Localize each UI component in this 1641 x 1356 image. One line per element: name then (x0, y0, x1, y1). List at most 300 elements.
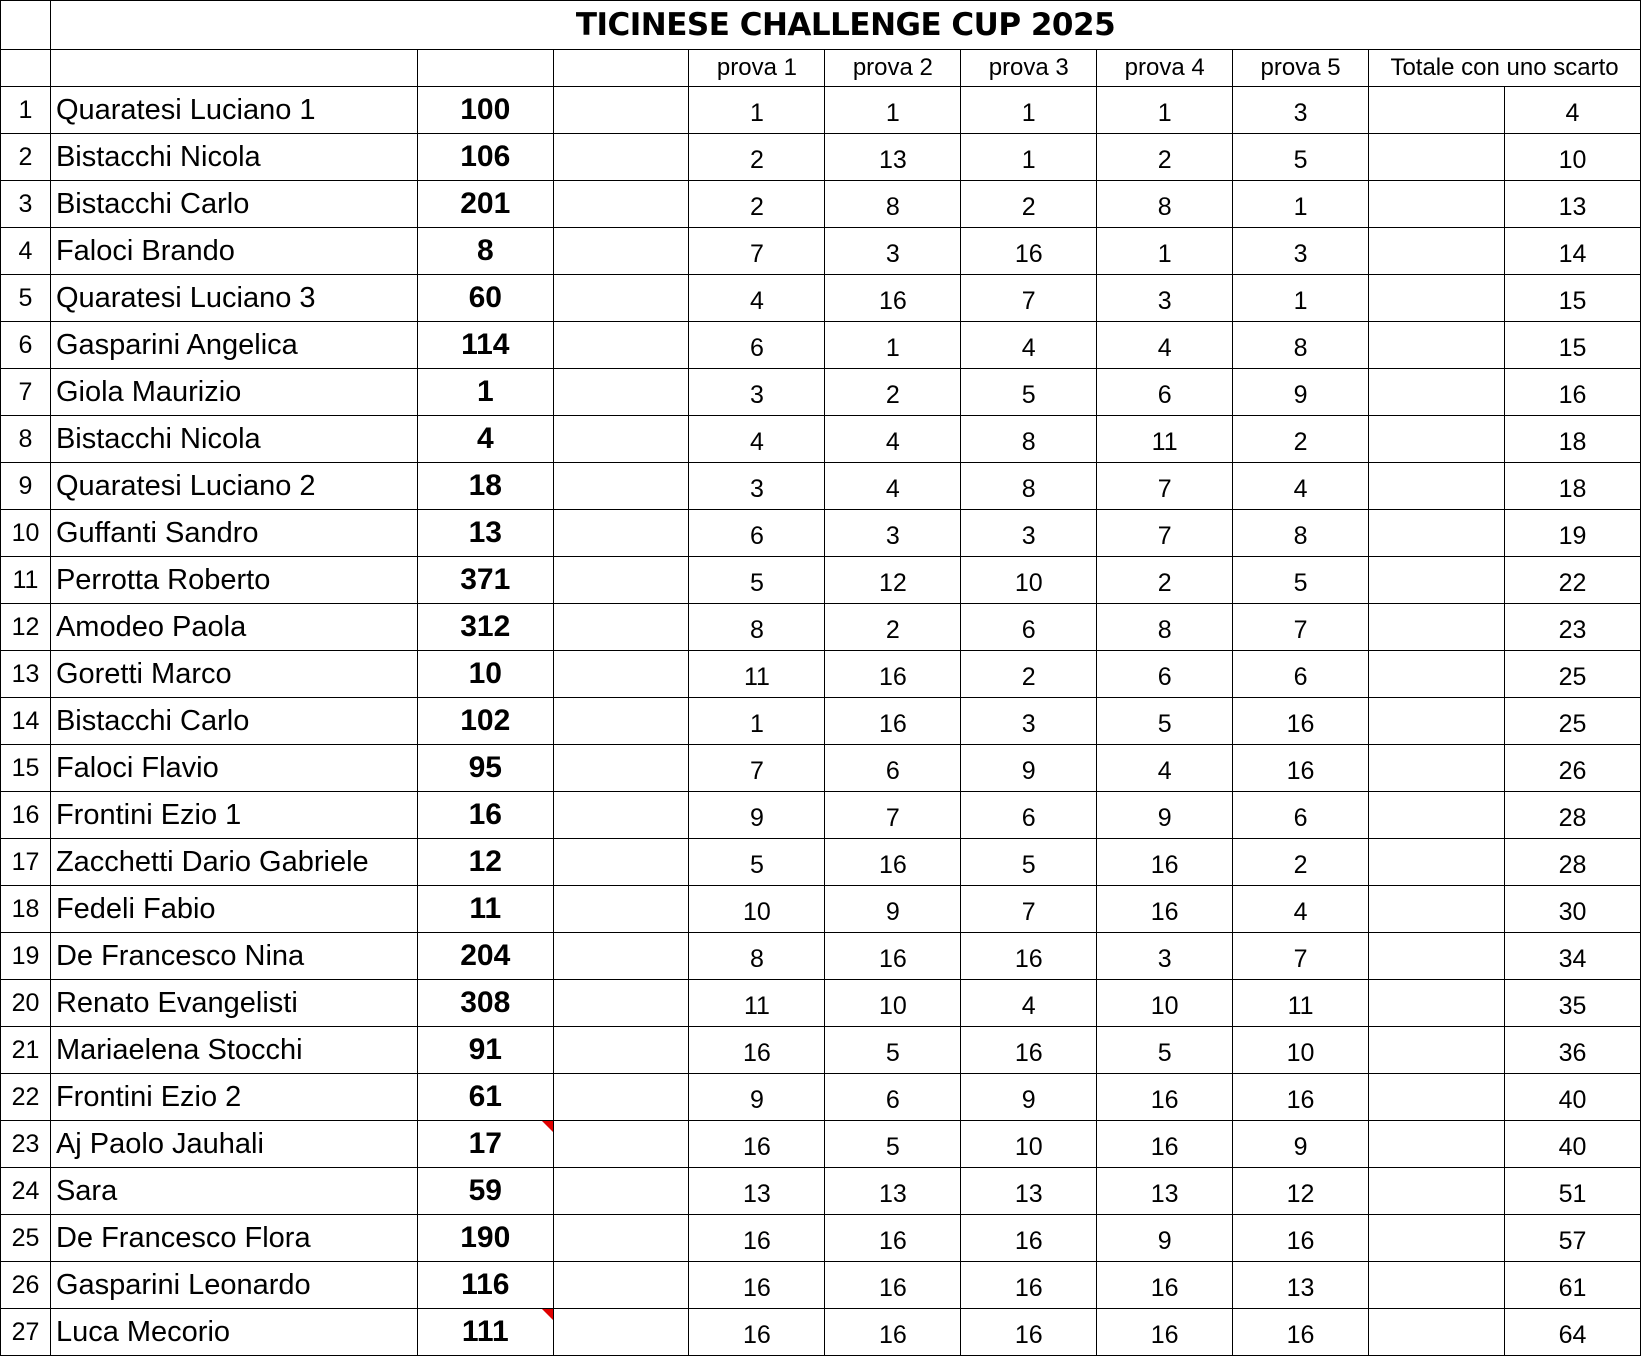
total-cell[interactable]: 16 (1504, 369, 1640, 416)
header-cell-empty[interactable] (1, 50, 51, 87)
prova-2-cell[interactable]: 7 (825, 792, 961, 839)
prova-4-cell[interactable]: 10 (1097, 980, 1233, 1027)
empty-cell[interactable] (1369, 181, 1505, 228)
empty-cell[interactable] (553, 134, 689, 181)
prova-3-cell[interactable]: 5 (961, 839, 1097, 886)
empty-cell[interactable] (1369, 604, 1505, 651)
prova-1-cell[interactable]: 7 (689, 228, 825, 275)
empty-cell[interactable] (1369, 87, 1505, 134)
bib-number-cell[interactable]: 308 (417, 980, 553, 1027)
prova-1-cell[interactable]: 16 (689, 1215, 825, 1262)
empty-cell[interactable] (1369, 792, 1505, 839)
prova-5-cell[interactable]: 13 (1233, 1262, 1369, 1309)
prova-2-cell[interactable]: 4 (825, 416, 961, 463)
name-cell[interactable]: Gasparini Leonardo (50, 1262, 417, 1309)
bib-number-cell[interactable]: 116 (417, 1262, 553, 1309)
total-cell[interactable]: 19 (1504, 510, 1640, 557)
name-cell[interactable]: Fedeli Fabio (50, 886, 417, 933)
total-cell[interactable]: 23 (1504, 604, 1640, 651)
sheet-title[interactable]: TICINESE CHALLENGE CUP 2025 (50, 1, 1640, 50)
prova-3-cell[interactable]: 16 (961, 228, 1097, 275)
prova-4-cell[interactable]: 1 (1097, 87, 1233, 134)
prova-3-cell[interactable]: 16 (961, 1262, 1097, 1309)
prova-1-cell[interactable]: 11 (689, 651, 825, 698)
prova-3-cell[interactable]: 3 (961, 698, 1097, 745)
prova-4-cell[interactable]: 8 (1097, 181, 1233, 228)
rank-cell[interactable]: 2 (1, 134, 51, 181)
empty-cell[interactable] (1369, 1215, 1505, 1262)
name-cell[interactable]: Giola Maurizio (50, 369, 417, 416)
prova-5-cell[interactable]: 9 (1233, 369, 1369, 416)
bib-number-cell[interactable]: 1 (417, 369, 553, 416)
rank-cell[interactable]: 11 (1, 557, 51, 604)
name-cell[interactable]: Renato Evangelisti (50, 980, 417, 1027)
bib-number-cell[interactable]: 106 (417, 134, 553, 181)
empty-cell[interactable] (553, 651, 689, 698)
bib-number-cell[interactable]: 4 (417, 416, 553, 463)
prova-1-cell[interactable]: 2 (689, 181, 825, 228)
prova-3-cell[interactable]: 7 (961, 886, 1097, 933)
empty-cell[interactable] (1369, 1262, 1505, 1309)
rank-cell[interactable]: 18 (1, 886, 51, 933)
bib-number-cell[interactable]: 91 (417, 1027, 553, 1074)
empty-cell[interactable] (553, 1027, 689, 1074)
empty-cell[interactable] (1369, 228, 1505, 275)
prova-5-cell[interactable]: 7 (1233, 604, 1369, 651)
rank-cell[interactable]: 19 (1, 933, 51, 980)
prova-3-cell[interactable]: 1 (961, 87, 1097, 134)
prova-1-cell[interactable]: 4 (689, 416, 825, 463)
prova-3-cell[interactable]: 9 (961, 745, 1097, 792)
empty-cell[interactable] (553, 839, 689, 886)
empty-cell[interactable] (553, 1168, 689, 1215)
prova-1-cell[interactable]: 16 (689, 1027, 825, 1074)
prova-4-cell[interactable]: 8 (1097, 604, 1233, 651)
empty-cell[interactable] (1369, 839, 1505, 886)
empty-cell[interactable] (1369, 322, 1505, 369)
prova-3-cell[interactable]: 4 (961, 980, 1097, 1027)
empty-cell[interactable] (553, 275, 689, 322)
comment-indicator-icon[interactable] (542, 1121, 553, 1132)
header-prova-5[interactable]: prova 5 (1233, 50, 1369, 87)
prova-5-cell[interactable]: 5 (1233, 134, 1369, 181)
total-cell[interactable]: 64 (1504, 1309, 1640, 1356)
rank-cell[interactable]: 9 (1, 463, 51, 510)
prova-1-cell[interactable]: 5 (689, 557, 825, 604)
prova-1-cell[interactable]: 16 (689, 1262, 825, 1309)
total-cell[interactable]: 28 (1504, 792, 1640, 839)
prova-2-cell[interactable]: 16 (825, 933, 961, 980)
prova-1-cell[interactable]: 3 (689, 463, 825, 510)
prova-3-cell[interactable]: 3 (961, 510, 1097, 557)
prova-5-cell[interactable]: 8 (1233, 510, 1369, 557)
name-cell[interactable]: Perrotta Roberto (50, 557, 417, 604)
prova-4-cell[interactable]: 9 (1097, 1215, 1233, 1262)
prova-4-cell[interactable]: 9 (1097, 792, 1233, 839)
total-cell[interactable]: 61 (1504, 1262, 1640, 1309)
prova-4-cell[interactable]: 7 (1097, 463, 1233, 510)
empty-cell[interactable] (553, 369, 689, 416)
prova-3-cell[interactable]: 2 (961, 181, 1097, 228)
rank-cell[interactable]: 17 (1, 839, 51, 886)
rank-cell[interactable]: 27 (1, 1309, 51, 1356)
empty-cell[interactable] (1369, 369, 1505, 416)
rank-cell[interactable]: 24 (1, 1168, 51, 1215)
prova-2-cell[interactable]: 16 (825, 1262, 961, 1309)
prova-5-cell[interactable]: 4 (1233, 463, 1369, 510)
prova-5-cell[interactable]: 1 (1233, 275, 1369, 322)
prova-4-cell[interactable]: 16 (1097, 839, 1233, 886)
name-cell[interactable]: Aj Paolo Jauhali (50, 1121, 417, 1168)
rank-cell[interactable]: 4 (1, 228, 51, 275)
prova-3-cell[interactable]: 4 (961, 322, 1097, 369)
prova-2-cell[interactable]: 16 (825, 1309, 961, 1356)
bib-number-cell[interactable]: 114 (417, 322, 553, 369)
rank-cell[interactable]: 21 (1, 1027, 51, 1074)
bib-number-cell[interactable]: 60 (417, 275, 553, 322)
bib-number-cell[interactable]: 190 (417, 1215, 553, 1262)
empty-cell[interactable] (1369, 1309, 1505, 1356)
header-total[interactable]: Totale con uno scarto (1369, 50, 1641, 87)
total-cell[interactable]: 25 (1504, 651, 1640, 698)
total-cell[interactable]: 18 (1504, 463, 1640, 510)
prova-5-cell[interactable]: 2 (1233, 839, 1369, 886)
prova-4-cell[interactable]: 2 (1097, 134, 1233, 181)
bib-number-cell[interactable]: 18 (417, 463, 553, 510)
bib-number-cell[interactable]: 95 (417, 745, 553, 792)
prova-2-cell[interactable]: 5 (825, 1121, 961, 1168)
prova-1-cell[interactable]: 4 (689, 275, 825, 322)
rank-cell[interactable]: 20 (1, 980, 51, 1027)
header-prova-3[interactable]: prova 3 (961, 50, 1097, 87)
name-cell[interactable]: Quaratesi Luciano 3 (50, 275, 417, 322)
prova-2-cell[interactable]: 13 (825, 1168, 961, 1215)
name-cell[interactable]: Bistacchi Nicola (50, 416, 417, 463)
rank-cell[interactable]: 3 (1, 181, 51, 228)
prova-4-cell[interactable]: 16 (1097, 1309, 1233, 1356)
rank-cell[interactable]: 26 (1, 1262, 51, 1309)
prova-2-cell[interactable]: 10 (825, 980, 961, 1027)
prova-1-cell[interactable]: 1 (689, 698, 825, 745)
total-cell[interactable]: 22 (1504, 557, 1640, 604)
prova-4-cell[interactable]: 16 (1097, 1262, 1233, 1309)
empty-cell[interactable] (1369, 463, 1505, 510)
name-cell[interactable]: Frontini Ezio 2 (50, 1074, 417, 1121)
prova-2-cell[interactable]: 8 (825, 181, 961, 228)
rank-cell[interactable]: 12 (1, 604, 51, 651)
name-cell[interactable]: Zacchetti Dario Gabriele (50, 839, 417, 886)
prova-4-cell[interactable]: 16 (1097, 1074, 1233, 1121)
prova-4-cell[interactable]: 2 (1097, 557, 1233, 604)
empty-cell[interactable] (1369, 651, 1505, 698)
empty-cell[interactable] (1369, 1121, 1505, 1168)
name-cell[interactable]: Bistacchi Carlo (50, 181, 417, 228)
prova-5-cell[interactable]: 16 (1233, 1074, 1369, 1121)
total-cell[interactable]: 25 (1504, 698, 1640, 745)
bib-number-cell[interactable]: 111 (417, 1309, 553, 1356)
prova-2-cell[interactable]: 16 (825, 839, 961, 886)
name-cell[interactable]: Quaratesi Luciano 1 (50, 87, 417, 134)
comment-indicator-icon[interactable] (542, 1309, 553, 1320)
empty-cell[interactable] (553, 1121, 689, 1168)
prova-5-cell[interactable]: 9 (1233, 1121, 1369, 1168)
prova-4-cell[interactable]: 16 (1097, 1121, 1233, 1168)
name-cell[interactable]: Gasparini Angelica (50, 322, 417, 369)
bib-number-cell[interactable]: 10 (417, 651, 553, 698)
prova-4-cell[interactable]: 6 (1097, 651, 1233, 698)
name-cell[interactable]: Amodeo Paola (50, 604, 417, 651)
prova-4-cell[interactable]: 6 (1097, 369, 1233, 416)
empty-cell[interactable] (1369, 1074, 1505, 1121)
empty-cell[interactable] (553, 557, 689, 604)
total-cell[interactable]: 34 (1504, 933, 1640, 980)
prova-2-cell[interactable]: 12 (825, 557, 961, 604)
prova-5-cell[interactable]: 11 (1233, 980, 1369, 1027)
prova-2-cell[interactable]: 2 (825, 604, 961, 651)
prova-2-cell[interactable]: 16 (825, 651, 961, 698)
rank-cell[interactable]: 1 (1, 87, 51, 134)
prova-4-cell[interactable]: 1 (1097, 228, 1233, 275)
empty-cell[interactable] (1369, 1027, 1505, 1074)
header-cell-empty[interactable] (553, 50, 689, 87)
prova-2-cell[interactable]: 6 (825, 745, 961, 792)
empty-cell[interactable] (553, 228, 689, 275)
total-cell[interactable]: 15 (1504, 322, 1640, 369)
prova-5-cell[interactable]: 10 (1233, 1027, 1369, 1074)
empty-cell[interactable] (1369, 557, 1505, 604)
prova-1-cell[interactable]: 8 (689, 604, 825, 651)
prova-4-cell[interactable]: 4 (1097, 745, 1233, 792)
name-cell[interactable]: Sara (50, 1168, 417, 1215)
empty-cell[interactable] (1369, 698, 1505, 745)
prova-4-cell[interactable]: 13 (1097, 1168, 1233, 1215)
bib-number-cell[interactable]: 201 (417, 181, 553, 228)
bib-number-cell[interactable]: 11 (417, 886, 553, 933)
total-cell[interactable]: 35 (1504, 980, 1640, 1027)
prova-1-cell[interactable]: 8 (689, 933, 825, 980)
prova-3-cell[interactable]: 6 (961, 792, 1097, 839)
empty-cell[interactable] (553, 181, 689, 228)
prova-1-cell[interactable]: 7 (689, 745, 825, 792)
total-cell[interactable]: 18 (1504, 416, 1640, 463)
prova-5-cell[interactable]: 12 (1233, 1168, 1369, 1215)
prova-4-cell[interactable]: 3 (1097, 933, 1233, 980)
prova-2-cell[interactable]: 6 (825, 1074, 961, 1121)
name-cell[interactable]: Goretti Marco (50, 651, 417, 698)
prova-1-cell[interactable]: 11 (689, 980, 825, 1027)
bib-number-cell[interactable]: 100 (417, 87, 553, 134)
prova-5-cell[interactable]: 2 (1233, 416, 1369, 463)
empty-cell[interactable] (1369, 886, 1505, 933)
prova-4-cell[interactable]: 3 (1097, 275, 1233, 322)
empty-cell[interactable] (553, 886, 689, 933)
empty-cell[interactable] (1369, 745, 1505, 792)
name-cell[interactable]: Faloci Brando (50, 228, 417, 275)
empty-cell[interactable] (553, 510, 689, 557)
empty-cell[interactable] (553, 698, 689, 745)
prova-2-cell[interactable]: 2 (825, 369, 961, 416)
prova-5-cell[interactable]: 16 (1233, 1309, 1369, 1356)
total-cell[interactable]: 26 (1504, 745, 1640, 792)
corner-cell[interactable] (1, 1, 51, 50)
prova-1-cell[interactable]: 10 (689, 886, 825, 933)
prova-1-cell[interactable]: 5 (689, 839, 825, 886)
prova-5-cell[interactable]: 16 (1233, 745, 1369, 792)
prova-2-cell[interactable]: 13 (825, 134, 961, 181)
bib-number-cell[interactable]: 8 (417, 228, 553, 275)
prova-5-cell[interactable]: 7 (1233, 933, 1369, 980)
prova-3-cell[interactable]: 13 (961, 1168, 1097, 1215)
name-cell[interactable]: Luca Mecorio (50, 1309, 417, 1356)
bib-number-cell[interactable]: 13 (417, 510, 553, 557)
header-prova-2[interactable]: prova 2 (825, 50, 961, 87)
rank-cell[interactable]: 15 (1, 745, 51, 792)
bib-number-cell[interactable]: 102 (417, 698, 553, 745)
prova-2-cell[interactable]: 4 (825, 463, 961, 510)
rank-cell[interactable]: 5 (1, 275, 51, 322)
empty-cell[interactable] (1369, 933, 1505, 980)
bib-number-cell[interactable]: 371 (417, 557, 553, 604)
total-cell[interactable]: 15 (1504, 275, 1640, 322)
bib-number-cell[interactable]: 61 (417, 1074, 553, 1121)
prova-3-cell[interactable]: 6 (961, 604, 1097, 651)
rank-cell[interactable]: 22 (1, 1074, 51, 1121)
bib-number-cell[interactable]: 312 (417, 604, 553, 651)
prova-2-cell[interactable]: 1 (825, 87, 961, 134)
prova-2-cell[interactable]: 16 (825, 698, 961, 745)
total-cell[interactable]: 36 (1504, 1027, 1640, 1074)
prova-4-cell[interactable]: 7 (1097, 510, 1233, 557)
prova-2-cell[interactable]: 5 (825, 1027, 961, 1074)
total-cell[interactable]: 28 (1504, 839, 1640, 886)
prova-4-cell[interactable]: 5 (1097, 1027, 1233, 1074)
empty-cell[interactable] (553, 980, 689, 1027)
rank-cell[interactable]: 25 (1, 1215, 51, 1262)
prova-1-cell[interactable]: 13 (689, 1168, 825, 1215)
empty-cell[interactable] (553, 1215, 689, 1262)
total-cell[interactable]: 13 (1504, 181, 1640, 228)
prova-5-cell[interactable]: 3 (1233, 87, 1369, 134)
empty-cell[interactable] (553, 1074, 689, 1121)
prova-1-cell[interactable]: 2 (689, 134, 825, 181)
rank-cell[interactable]: 13 (1, 651, 51, 698)
rank-cell[interactable]: 8 (1, 416, 51, 463)
prova-3-cell[interactable]: 10 (961, 557, 1097, 604)
empty-cell[interactable] (553, 1309, 689, 1356)
prova-5-cell[interactable]: 6 (1233, 651, 1369, 698)
empty-cell[interactable] (553, 87, 689, 134)
empty-cell[interactable] (1369, 416, 1505, 463)
prova-3-cell[interactable]: 8 (961, 416, 1097, 463)
prova-4-cell[interactable]: 4 (1097, 322, 1233, 369)
empty-cell[interactable] (553, 416, 689, 463)
prova-3-cell[interactable]: 16 (961, 1215, 1097, 1262)
empty-cell[interactable] (1369, 980, 1505, 1027)
prova-5-cell[interactable]: 8 (1233, 322, 1369, 369)
name-cell[interactable]: De Francesco Nina (50, 933, 417, 980)
header-prova-1[interactable]: prova 1 (689, 50, 825, 87)
prova-3-cell[interactable]: 16 (961, 1027, 1097, 1074)
header-prova-4[interactable]: prova 4 (1097, 50, 1233, 87)
prova-3-cell[interactable]: 7 (961, 275, 1097, 322)
prova-3-cell[interactable]: 9 (961, 1074, 1097, 1121)
prova-3-cell[interactable]: 2 (961, 651, 1097, 698)
prova-2-cell[interactable]: 3 (825, 228, 961, 275)
name-cell[interactable]: Faloci Flavio (50, 745, 417, 792)
prova-4-cell[interactable]: 5 (1097, 698, 1233, 745)
prova-5-cell[interactable]: 4 (1233, 886, 1369, 933)
total-cell[interactable]: 10 (1504, 134, 1640, 181)
prova-4-cell[interactable]: 16 (1097, 886, 1233, 933)
empty-cell[interactable] (553, 792, 689, 839)
empty-cell[interactable] (553, 463, 689, 510)
prova-1-cell[interactable]: 16 (689, 1309, 825, 1356)
total-cell[interactable]: 30 (1504, 886, 1640, 933)
bib-number-cell[interactable]: 59 (417, 1168, 553, 1215)
prova-5-cell[interactable]: 6 (1233, 792, 1369, 839)
rank-cell[interactable]: 6 (1, 322, 51, 369)
total-cell[interactable]: 51 (1504, 1168, 1640, 1215)
prova-3-cell[interactable]: 16 (961, 1309, 1097, 1356)
name-cell[interactable]: Bistacchi Nicola (50, 134, 417, 181)
prova-2-cell[interactable]: 3 (825, 510, 961, 557)
prova-1-cell[interactable]: 6 (689, 510, 825, 557)
name-cell[interactable]: Mariaelena Stocchi (50, 1027, 417, 1074)
prova-1-cell[interactable]: 1 (689, 87, 825, 134)
prova-1-cell[interactable]: 6 (689, 322, 825, 369)
prova-2-cell[interactable]: 16 (825, 1215, 961, 1262)
prova-3-cell[interactable]: 5 (961, 369, 1097, 416)
empty-cell[interactable] (553, 1262, 689, 1309)
bib-number-cell[interactable]: 17 (417, 1121, 553, 1168)
name-cell[interactable]: De Francesco Flora (50, 1215, 417, 1262)
prova-3-cell[interactable]: 16 (961, 933, 1097, 980)
prova-1-cell[interactable]: 9 (689, 1074, 825, 1121)
bib-number-cell[interactable]: 204 (417, 933, 553, 980)
prova-3-cell[interactable]: 8 (961, 463, 1097, 510)
prova-2-cell[interactable]: 9 (825, 886, 961, 933)
header-cell-empty[interactable] (417, 50, 553, 87)
name-cell[interactable]: Quaratesi Luciano 2 (50, 463, 417, 510)
prova-5-cell[interactable]: 5 (1233, 557, 1369, 604)
prova-1-cell[interactable]: 9 (689, 792, 825, 839)
prova-5-cell[interactable]: 3 (1233, 228, 1369, 275)
rank-cell[interactable]: 23 (1, 1121, 51, 1168)
rank-cell[interactable]: 16 (1, 792, 51, 839)
rank-cell[interactable]: 10 (1, 510, 51, 557)
empty-cell[interactable] (553, 604, 689, 651)
name-cell[interactable]: Guffanti Sandro (50, 510, 417, 557)
prova-3-cell[interactable]: 10 (961, 1121, 1097, 1168)
prova-4-cell[interactable]: 11 (1097, 416, 1233, 463)
empty-cell[interactable] (553, 322, 689, 369)
total-cell[interactable]: 57 (1504, 1215, 1640, 1262)
total-cell[interactable]: 40 (1504, 1074, 1640, 1121)
prova-5-cell[interactable]: 1 (1233, 181, 1369, 228)
empty-cell[interactable] (553, 745, 689, 792)
bib-number-cell[interactable]: 12 (417, 839, 553, 886)
prova-3-cell[interactable]: 1 (961, 134, 1097, 181)
rank-cell[interactable]: 7 (1, 369, 51, 416)
rank-cell[interactable]: 14 (1, 698, 51, 745)
header-cell-empty[interactable] (50, 50, 417, 87)
empty-cell[interactable] (1369, 510, 1505, 557)
prova-1-cell[interactable]: 3 (689, 369, 825, 416)
prova-1-cell[interactable]: 16 (689, 1121, 825, 1168)
prova-5-cell[interactable]: 16 (1233, 1215, 1369, 1262)
prova-2-cell[interactable]: 1 (825, 322, 961, 369)
total-cell[interactable]: 4 (1504, 87, 1640, 134)
